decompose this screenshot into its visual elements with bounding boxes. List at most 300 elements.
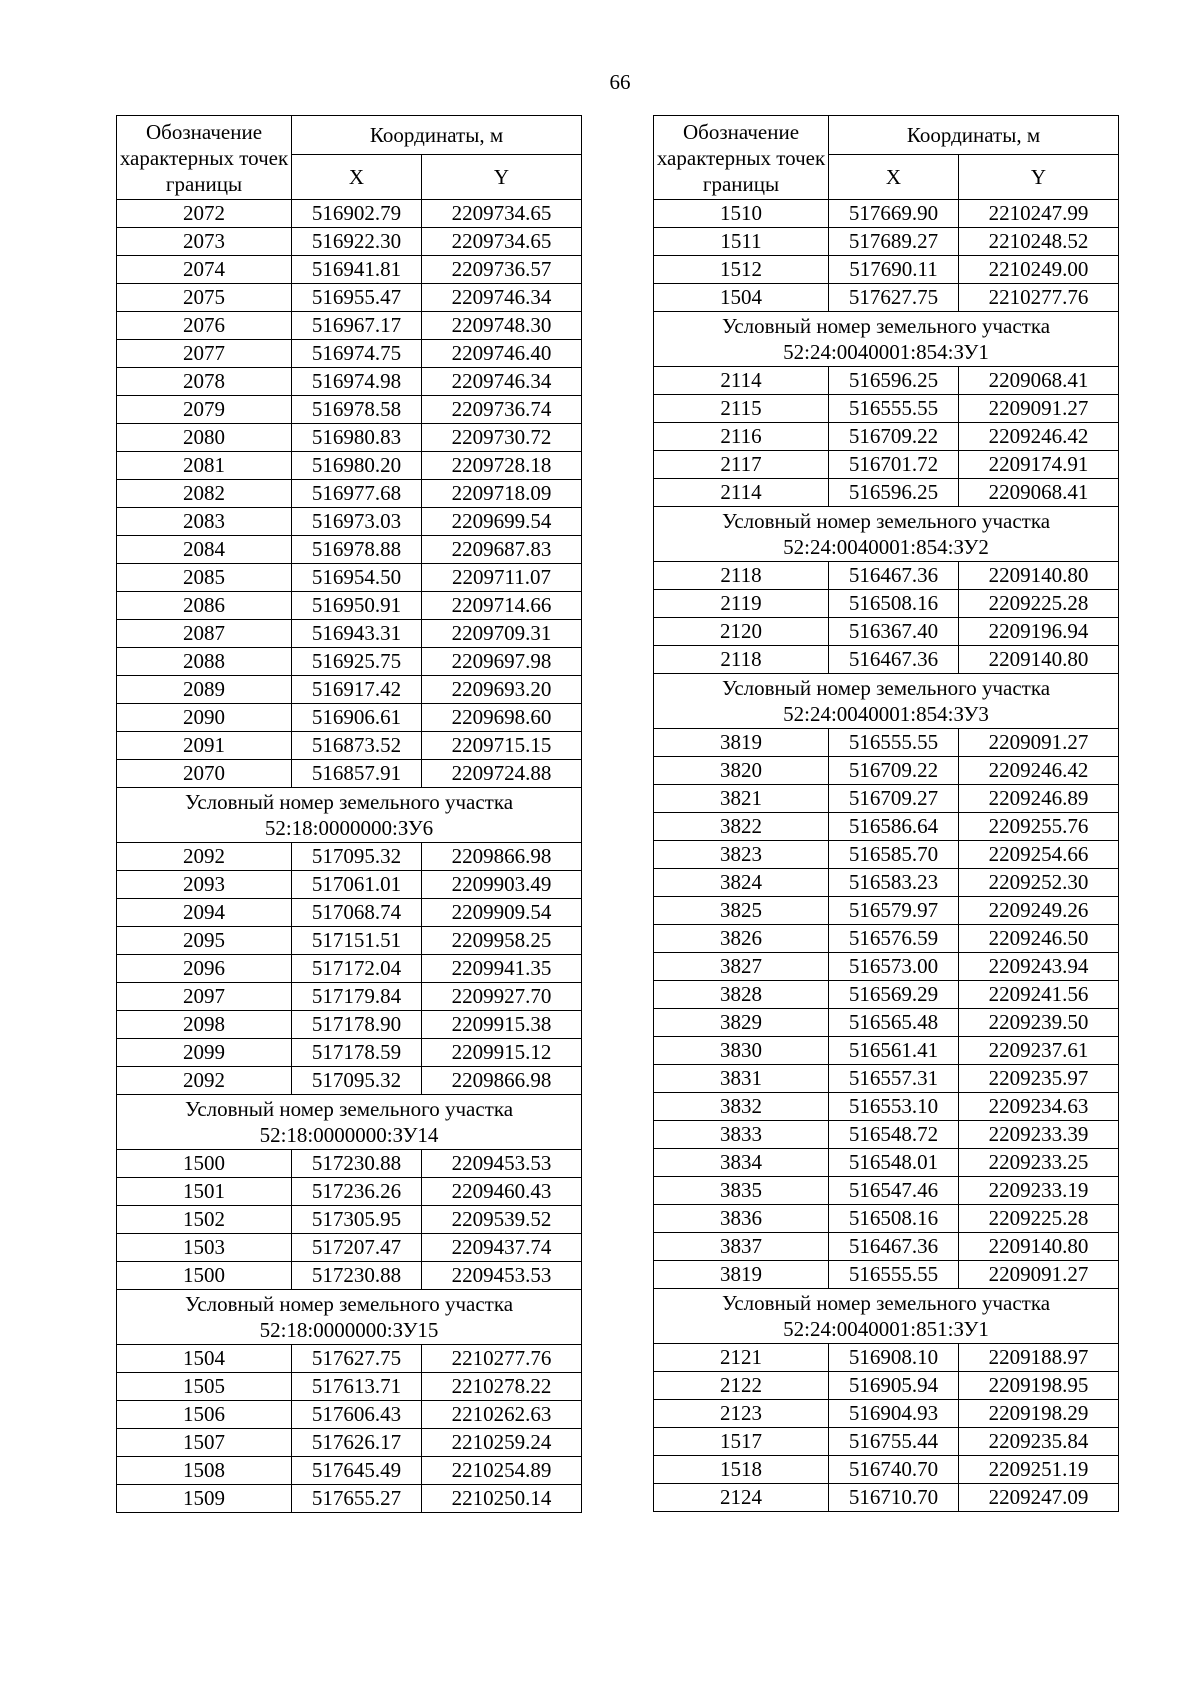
table-row [654,1037,1119,1065]
y-coordinate-cell: 2209460.43 [422,1178,582,1206]
y-coordinate-cell: 2209091.27 [959,395,1119,423]
table-row [117,256,582,284]
x-coordinate-cell: 516857.91 [292,760,422,788]
table-row [117,1039,582,1067]
y-coordinate-cell: 2209140.80 [959,1233,1119,1261]
point-id-cell: 3830 [654,1037,829,1065]
x-coordinate-cell: 517095.32 [292,843,422,871]
x-coordinate-cell: 517606.43 [292,1401,422,1429]
x-coordinate-cell: 516555.55 [829,729,959,757]
y-coordinate-cell: 2209091.27 [959,729,1119,757]
point-id-cell: 3824 [654,869,829,897]
y-coordinate-cell: 2210248.52 [959,228,1119,256]
table-row [654,451,1119,479]
point-id-cell: 2121 [654,1344,829,1372]
x-coordinate-cell: 516701.72 [829,451,959,479]
point-id-cell: 2095 [117,927,292,955]
table-row [117,983,582,1011]
x-coordinate-cell: 517613.71 [292,1373,422,1401]
table-row [117,340,582,368]
section-title: Условный номер земельного участка 52:18:0000000:ЗУ15 [117,1290,582,1345]
x-coordinate-cell: 517627.75 [829,284,959,312]
x-coordinate-cell: 516980.83 [292,424,422,452]
table-row [654,1177,1119,1205]
y-coordinate-cell: 2209140.80 [959,562,1119,590]
y-coordinate-cell: 2209174.91 [959,451,1119,479]
table-row [117,284,582,312]
table-row [117,1485,582,1513]
y-coordinate-cell: 2210277.76 [959,284,1119,312]
point-id-cell: 3832 [654,1093,829,1121]
y-coordinate-cell: 2209903.49 [422,871,582,899]
x-coordinate-cell: 517061.01 [292,871,422,899]
table-row [117,228,582,256]
table-row [117,843,582,871]
table-row [117,871,582,899]
point-id-cell: 1512 [654,256,829,284]
point-id-cell: 1501 [117,1178,292,1206]
coordinates-header: Координаты, м [829,116,1119,155]
table-row [654,897,1119,925]
y-coordinate-cell: 2209251.19 [959,1456,1119,1484]
table-row [654,869,1119,897]
point-id-cell: 2085 [117,564,292,592]
table-row [117,1373,582,1401]
x-coordinate-cell: 516906.61 [292,704,422,732]
table-row [654,757,1119,785]
y-coordinate-cell: 2209068.41 [959,479,1119,507]
point-id-cell: 2124 [654,1484,829,1512]
x-coordinate-cell: 516709.22 [829,757,959,785]
coordinates-table-left [116,115,582,1513]
x-coordinate-cell: 517627.75 [292,1345,422,1373]
table-row [654,1484,1119,1512]
point-id-cell: 1509 [117,1485,292,1513]
x-coordinate-cell: 517690.11 [829,256,959,284]
table-row [654,479,1119,507]
x-coordinate-cell: 516902.79 [292,200,422,228]
point-id-cell: 2079 [117,396,292,424]
x-coordinate-cell: 517178.59 [292,1039,422,1067]
y-coordinate-cell: 2209728.18 [422,452,582,480]
y-coordinate-cell: 2209246.89 [959,785,1119,813]
y-coordinate-cell: 2209254.66 [959,841,1119,869]
x-coordinate-cell: 516755.44 [829,1428,959,1456]
x-coordinate-cell: 516950.91 [292,592,422,620]
x-coordinate-cell: 516943.31 [292,620,422,648]
y-coordinate-cell: 2209730.72 [422,424,582,452]
table-row [654,646,1119,674]
table-row [654,1093,1119,1121]
y-coordinate-cell: 2209233.39 [959,1121,1119,1149]
x-coordinate-cell: 516941.81 [292,256,422,284]
table-row [117,396,582,424]
y-coordinate-cell: 2210250.14 [422,1485,582,1513]
table-row [654,813,1119,841]
table-row [654,1009,1119,1037]
table-row [117,1067,582,1095]
point-id-cell: 2074 [117,256,292,284]
y-coordinate-cell: 2209246.42 [959,757,1119,785]
y-coordinate-cell: 2209915.38 [422,1011,582,1039]
y-coordinate-cell: 2209718.09 [422,480,582,508]
table-row [117,424,582,452]
table-row [654,590,1119,618]
x-header: X [292,155,422,200]
x-coordinate-cell: 516367.40 [829,618,959,646]
point-id-cell: 2078 [117,368,292,396]
y-coordinate-cell: 2209239.50 [959,1009,1119,1037]
x-coordinate-cell: 516905.94 [829,1372,959,1400]
x-coordinate-cell: 516922.30 [292,228,422,256]
table-row [654,785,1119,813]
table-row [654,618,1119,646]
point-id-cell: 2096 [117,955,292,983]
point-id-cell: 3822 [654,813,829,841]
table-row [117,1178,582,1206]
table-row [654,1121,1119,1149]
table-row [654,1428,1119,1456]
x-coordinate-cell: 516954.50 [292,564,422,592]
y-coordinate-cell: 2209249.26 [959,897,1119,925]
point-id-cell: 1511 [654,228,829,256]
point-id-cell: 3831 [654,1065,829,1093]
table-row [117,564,582,592]
x-coordinate-cell: 516978.88 [292,536,422,564]
table-row [117,200,582,228]
point-id-cell: 2117 [654,451,829,479]
point-id-cell: 2090 [117,704,292,732]
x-coordinate-cell: 516583.23 [829,869,959,897]
table-row [117,1429,582,1457]
y-coordinate-cell: 2210254.89 [422,1457,582,1485]
point-id-cell: 3833 [654,1121,829,1149]
y-coordinate-cell: 2209693.20 [422,676,582,704]
table-row [117,1457,582,1485]
y-coordinate-cell: 2209715.15 [422,732,582,760]
x-coordinate-cell: 516585.70 [829,841,959,869]
x-coordinate-cell: 517645.49 [292,1457,422,1485]
x-coordinate-cell: 516967.17 [292,312,422,340]
y-coordinate-cell: 2209539.52 [422,1206,582,1234]
x-coordinate-cell: 516980.20 [292,452,422,480]
x-coordinate-cell: 516508.16 [829,1205,959,1233]
table-row [117,312,582,340]
y-coordinate-cell: 2209233.19 [959,1177,1119,1205]
point-id-cell: 3826 [654,925,829,953]
x-coordinate-cell: 517230.88 [292,1150,422,1178]
y-coordinate-cell: 2209734.65 [422,228,582,256]
x-coordinate-cell: 517207.47 [292,1234,422,1262]
y-coordinate-cell: 2209698.60 [422,704,582,732]
point-id-cell: 2094 [117,899,292,927]
y-coordinate-cell: 2209252.30 [959,869,1119,897]
x-coordinate-cell: 516908.10 [829,1344,959,1372]
table-row [117,955,582,983]
x-coordinate-cell: 516709.27 [829,785,959,813]
point-id-cell: 2080 [117,424,292,452]
x-coordinate-cell: 516576.59 [829,925,959,953]
y-coordinate-cell: 2209711.07 [422,564,582,592]
y-coordinate-cell: 2209068.41 [959,367,1119,395]
point-id-cell: 2089 [117,676,292,704]
x-coordinate-cell: 516596.25 [829,479,959,507]
point-id-cell: 3823 [654,841,829,869]
x-coordinate-cell: 516548.72 [829,1121,959,1149]
point-id-cell: 3836 [654,1205,829,1233]
page-number: 66 [609,70,631,94]
point-id-cell: 2123 [654,1400,829,1428]
table-row [654,1372,1119,1400]
point-id-cell: 2119 [654,590,829,618]
table-row [654,1233,1119,1261]
y-coordinate-cell: 2209091.27 [959,1261,1119,1289]
point-id-cell: 2076 [117,312,292,340]
point-id-cell: 3819 [654,1261,829,1289]
table-row [117,620,582,648]
point-id-cell: 2075 [117,284,292,312]
y-coordinate-cell: 2209453.53 [422,1262,582,1290]
x-coordinate-cell: 517626.17 [292,1429,422,1457]
y-coordinate-cell: 2209958.25 [422,927,582,955]
y-coordinate-cell: 2210277.76 [422,1345,582,1373]
point-id-cell: 3821 [654,785,829,813]
y-coordinate-cell: 2209196.94 [959,618,1119,646]
point-id-cell: 2114 [654,367,829,395]
y-coordinate-cell: 2209736.74 [422,396,582,424]
x-coordinate-cell: 516579.97 [829,897,959,925]
table-row [654,981,1119,1009]
point-id-cell: 3834 [654,1149,829,1177]
x-coordinate-cell: 517172.04 [292,955,422,983]
table-row [117,760,582,788]
point-id-cell: 1500 [117,1262,292,1290]
x-coordinate-cell: 516596.25 [829,367,959,395]
point-id-cell: 2086 [117,592,292,620]
x-coordinate-cell: 516973.03 [292,508,422,536]
y-coordinate-cell: 2209687.83 [422,536,582,564]
section-row [654,674,1119,729]
table-row [117,1011,582,1039]
y-coordinate-cell: 2210249.00 [959,256,1119,284]
x-coordinate-cell: 516904.93 [829,1400,959,1428]
x-coordinate-cell: 516974.75 [292,340,422,368]
y-coordinate-cell: 2209241.56 [959,981,1119,1009]
section-row [654,507,1119,562]
point-id-cell: 1504 [117,1345,292,1373]
y-coordinate-cell: 2209243.94 [959,953,1119,981]
y-coordinate-cell: 2209724.88 [422,760,582,788]
table-row [654,953,1119,981]
table-row [654,395,1119,423]
x-coordinate-cell: 516547.46 [829,1177,959,1205]
coordinates-header: Координаты, м [292,116,582,155]
x-coordinate-cell: 517178.90 [292,1011,422,1039]
table-row [654,562,1119,590]
x-coordinate-cell: 516467.36 [829,562,959,590]
table-row [117,1401,582,1429]
table-row [117,676,582,704]
table-row [117,704,582,732]
y-coordinate-cell: 2209746.34 [422,284,582,312]
point-id-cell: 1518 [654,1456,829,1484]
point-id-cell: 3835 [654,1177,829,1205]
point-id-cell: 2091 [117,732,292,760]
y-coordinate-cell: 2209237.61 [959,1037,1119,1065]
table-row [117,536,582,564]
y-coordinate-cell: 2209225.28 [959,1205,1119,1233]
point-id-cell: 2122 [654,1372,829,1400]
x-coordinate-cell: 517689.27 [829,228,959,256]
y-coordinate-cell: 2210247.99 [959,200,1119,228]
x-coordinate-cell: 516553.10 [829,1093,959,1121]
x-coordinate-cell: 517236.26 [292,1178,422,1206]
point-id-cell: 2092 [117,843,292,871]
table-row [654,1400,1119,1428]
y-coordinate-cell: 2210259.24 [422,1429,582,1457]
y-coordinate-cell: 2209909.54 [422,899,582,927]
y-coordinate-cell: 2209198.95 [959,1372,1119,1400]
section-row [117,1290,582,1345]
y-coordinate-cell: 2209233.25 [959,1149,1119,1177]
x-coordinate-cell: 516978.58 [292,396,422,424]
point-id-cell: 2088 [117,648,292,676]
x-coordinate-cell: 516974.98 [292,368,422,396]
x-coordinate-cell: 516557.31 [829,1065,959,1093]
point-id-cell: 2081 [117,452,292,480]
x-coordinate-cell: 517305.95 [292,1206,422,1234]
y-coordinate-cell: 2209246.50 [959,925,1119,953]
y-coordinate-cell: 2209697.98 [422,648,582,676]
point-id-cell: 1506 [117,1401,292,1429]
section-row [117,788,582,843]
point-id-cell: 2118 [654,646,829,674]
section-title: Условный номер земельного участка 52:24:0040001:851:ЗУ1 [654,1289,1119,1344]
table-row [654,367,1119,395]
y-coordinate-cell: 2209734.65 [422,200,582,228]
y-coordinate-cell: 2209709.31 [422,620,582,648]
point-id-cell: 2077 [117,340,292,368]
point-id-cell: 3820 [654,757,829,785]
x-coordinate-cell: 516709.22 [829,423,959,451]
x-coordinate-cell: 516569.29 [829,981,959,1009]
table-row [654,729,1119,757]
y-coordinate-cell: 2209699.54 [422,508,582,536]
y-coordinate-cell: 2209915.12 [422,1039,582,1067]
point-id-cell: 3829 [654,1009,829,1037]
y-coordinate-cell: 2209246.42 [959,423,1119,451]
x-coordinate-cell: 517068.74 [292,899,422,927]
table-row [654,423,1119,451]
point-id-cell: 1510 [654,200,829,228]
table-row [654,1456,1119,1484]
y-coordinate-cell: 2209714.66 [422,592,582,620]
point-id-cell: 2120 [654,618,829,646]
table-row [654,1261,1119,1289]
table-row [654,1149,1119,1177]
section-row [117,1095,582,1150]
x-coordinate-cell: 516710.70 [829,1484,959,1512]
section-title: Условный номер земельного участка 52:24:0040001:854:ЗУ3 [654,674,1119,729]
y-coordinate-cell: 2209866.98 [422,843,582,871]
y-coordinate-cell: 2209188.97 [959,1344,1119,1372]
x-coordinate-cell: 517230.88 [292,1262,422,1290]
point-id-cell: 2084 [117,536,292,564]
point-id-cell: 3828 [654,981,829,1009]
table-row [654,228,1119,256]
point-id-cell: 2115 [654,395,829,423]
x-coordinate-cell: 516873.52 [292,732,422,760]
point-id-cell: 2092 [117,1067,292,1095]
table-row [654,284,1119,312]
point-id-cell: 3819 [654,729,829,757]
y-coordinate-cell: 2209225.28 [959,590,1119,618]
y-coordinate-cell: 2209255.76 [959,813,1119,841]
table-row [117,452,582,480]
x-coordinate-cell: 516555.55 [829,395,959,423]
y-coordinate-cell: 2209746.34 [422,368,582,396]
x-coordinate-cell: 516561.41 [829,1037,959,1065]
x-header: X [829,155,959,200]
table-row [117,899,582,927]
table-row [117,927,582,955]
x-coordinate-cell: 516467.36 [829,1233,959,1261]
y-coordinate-cell: 2209927.70 [422,983,582,1011]
y-coordinate-cell: 2209736.57 [422,256,582,284]
x-coordinate-cell: 517179.84 [292,983,422,1011]
x-coordinate-cell: 517151.51 [292,927,422,955]
table-row [117,1150,582,1178]
y-coordinate-cell: 2209198.29 [959,1400,1119,1428]
table-row [117,1206,582,1234]
section-title: Условный номер земельного участка 52:18:0000000:ЗУ14 [117,1095,582,1150]
point-id-cell: 2093 [117,871,292,899]
point-id-cell: 1500 [117,1150,292,1178]
x-coordinate-cell: 516977.68 [292,480,422,508]
point-id-cell: 1508 [117,1457,292,1485]
point-id-cell: 2097 [117,983,292,1011]
table-row [654,256,1119,284]
point-id-cell: 2073 [117,228,292,256]
table-row [654,1065,1119,1093]
point-id-cell: 1517 [654,1428,829,1456]
table-row [654,1344,1119,1372]
section-title: Условный номер земельного участка 52:18:0000000:ЗУ6 [117,788,582,843]
x-coordinate-cell: 516565.48 [829,1009,959,1037]
x-coordinate-cell: 517655.27 [292,1485,422,1513]
point-id-cell: 1503 [117,1234,292,1262]
section-title: Условный номер земельного участка 52:24:0040001:854:ЗУ2 [654,507,1119,562]
table-row [117,480,582,508]
x-coordinate-cell: 516467.36 [829,646,959,674]
y-header: Y [959,155,1119,200]
y-coordinate-cell: 2209453.53 [422,1150,582,1178]
point-id-cell: 2083 [117,508,292,536]
y-header: Y [422,155,582,200]
x-coordinate-cell: 516548.01 [829,1149,959,1177]
table-row [654,925,1119,953]
point-id-cell: 1505 [117,1373,292,1401]
x-coordinate-cell: 517095.32 [292,1067,422,1095]
x-coordinate-cell: 516955.47 [292,284,422,312]
designation-header: Обозначение характерных точек границы [654,116,829,200]
x-coordinate-cell: 517669.90 [829,200,959,228]
y-coordinate-cell: 2209437.74 [422,1234,582,1262]
y-coordinate-cell: 2209235.84 [959,1428,1119,1456]
table-row [117,1345,582,1373]
table-row [117,648,582,676]
point-id-cell: 2082 [117,480,292,508]
